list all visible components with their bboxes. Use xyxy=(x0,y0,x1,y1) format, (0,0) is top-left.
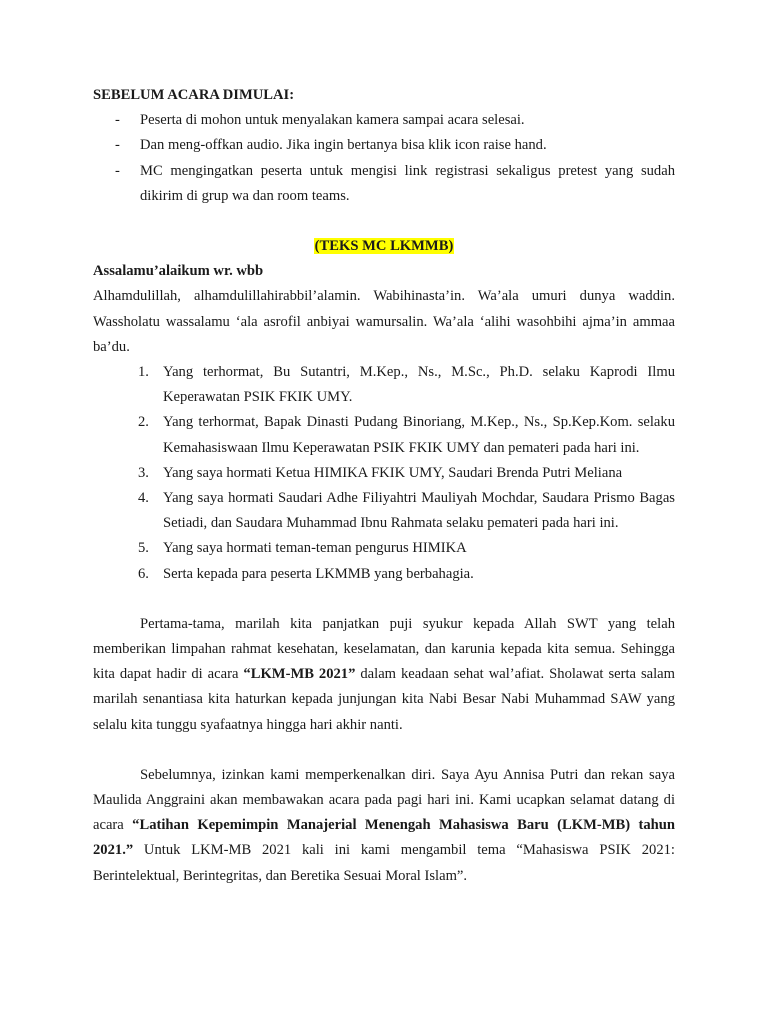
list-marker: - xyxy=(115,137,120,154)
introduction-paragraph xyxy=(93,763,675,889)
list-marker: - xyxy=(115,162,120,179)
list-item-text: Serta kepada para peserta LKMMB yang berbahagia. xyxy=(163,565,474,582)
paragraph-text: Pertama-tama, marilah kita panjatkan puji syukur kepada Allah SWT yang telah memberikan limpahan rahmat kesehatan, keselamatan, dan karunia kepada kita semua. Sehingga kita dapat hadir di acara xyxy=(93,615,675,683)
list-number: 1. xyxy=(138,364,149,381)
list-item-text: Yang terhormat, Bapak Dinasti Pudang Binoriang, M.Kep., Ns., Sp.Kep.Kom. selaku Kemahasiswaan Ilmu Keperawatan PSIK FKIK UMY dan pemateri pada hari ini. xyxy=(163,414,675,456)
list-number: 6. xyxy=(138,565,149,582)
event-name: “LKM-MB 2021” xyxy=(243,666,356,683)
list-item-text: MC mengingatkan peserta untuk mengisi link registrasi sekaligus pretest yang sudah dikirim di grup wa dan room teams. xyxy=(140,162,675,204)
list-item xyxy=(93,360,675,410)
event-full-name: “Latihan Kepemimpin Manajerial Menengah Mahasiswa Baru (LKM-MB) tahun 2021.” xyxy=(93,817,675,859)
list-item xyxy=(93,159,675,209)
list-number: 2. xyxy=(138,414,149,431)
list-marker: - xyxy=(115,112,120,129)
list-item-text: Yang terhormat, Bu Sutantri, M.Kep., Ns., M.Sc., Ph.D. selaku Kaprodi Ilmu Keperawatan PSIK FKIK UMY. xyxy=(163,364,675,406)
instruction-list xyxy=(93,108,675,209)
list-item-text: Yang saya hormati teman-teman pengurus HIMIKA xyxy=(163,540,467,557)
honorific-list xyxy=(93,360,675,587)
paragraph-text: Sebelumnya, izinkan kami memperkenalkan diri. Saya Ayu Annisa Putri dan rekan saya Maulida Anggraini akan membawakan acara pada pagi hari ini. Kami ucapkan selamat datang di acara xyxy=(93,766,675,834)
highlighted-title: (TEKS MC LKMMB) xyxy=(314,238,454,255)
list-number: 5. xyxy=(138,540,149,557)
list-number: 3. xyxy=(138,464,149,481)
list-item xyxy=(93,133,675,158)
greeting: Assalamu’alaikum wr. wbb xyxy=(93,263,264,280)
list-item xyxy=(93,486,675,536)
list-item xyxy=(93,562,675,587)
list-item-text: Dan meng-offkan audio. Jika ingin bertanya bisa klik icon raise hand. xyxy=(140,137,547,154)
list-item-text: Yang saya hormati Saudari Adhe Filiyahtri Mauliyah Mochdar, Saudara Prismo Bagas Setiadi, dan Saudara Muhammad Ibnu Rahmata selaku pemateri pada hari ini. xyxy=(163,490,675,532)
paragraph-text: dalam keadaan sehat wal’afiat. Sholawat serta salam marilah senantiasa kita haturkan kepada junjungan kita Nabi Besar Nabi Muhammad SAW yang selalu kita tunggu syafaatnya hingga hari akhir nanti. xyxy=(93,666,675,733)
title-block xyxy=(93,234,675,259)
list-item-text: Yang saya hormati Ketua HIMIKA FKIK UMY, Saudari Brenda Putri Meliana xyxy=(163,464,623,481)
list-number: 4. xyxy=(138,490,149,507)
list-item xyxy=(93,410,675,460)
list-item-text: Peserta di mohon untuk menyalakan kamera sampai acara selesai. xyxy=(140,112,525,129)
list-item xyxy=(93,108,675,133)
list-item xyxy=(93,536,675,561)
paragraph-text: Untuk LKM-MB 2021 kali ini kami mengambil tema “Mahasiswa PSIK 2021: Berintelektual, Berintegritas, dan Beretika Sesuai Moral Islam”. xyxy=(93,842,675,884)
section-heading: SEBELUM ACARA DIMULAI: xyxy=(93,87,295,103)
opening-paragraph: Alhamdulillah, alhamdulillahirabbil’alamin. Wabihinasta’in. Wa’ala umuri dunya waddin. Wassholatu wassalamu ‘ala asrofil anbiyai wamursalin. Wa’ala ‘alihi wasohbihi ajma’in ammaa ba’du. xyxy=(93,288,675,355)
document-body xyxy=(93,83,675,889)
list-item xyxy=(93,461,675,486)
gratitude-paragraph xyxy=(93,612,675,738)
